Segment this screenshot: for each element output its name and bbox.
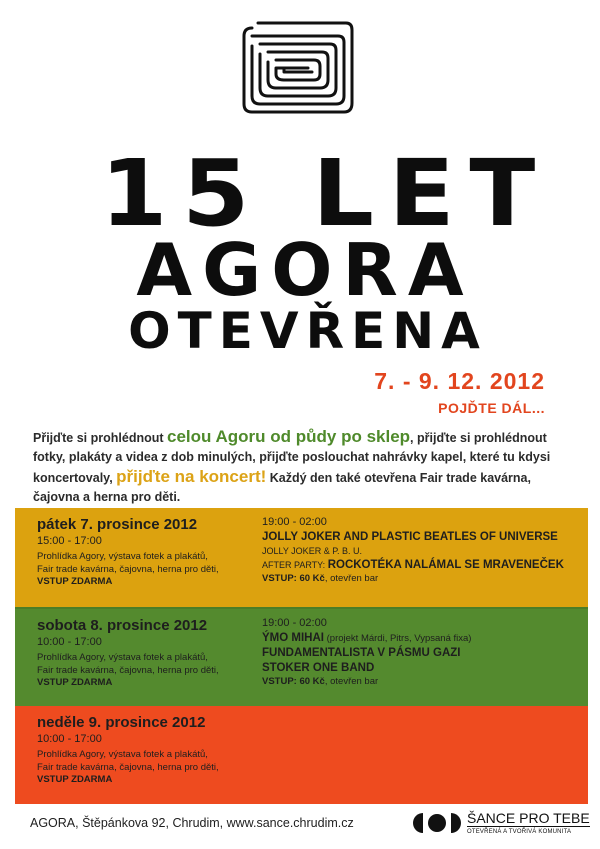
- intro-text: Každý den také otevřena Fair trade kavárna, čajovna a herna pro děti.: [33, 471, 531, 504]
- title-15-let: 15 LET: [100, 140, 550, 247]
- act: JOLLY JOKER AND PLASTIC BEATLES OF UNIVERSE: [262, 531, 558, 543]
- day-desc: Fair trade kavárna, čajovna, herna pro děti,: [37, 665, 219, 676]
- day-title: sobota 8. prosince 2012: [37, 617, 208, 634]
- intro-text: Přijďte si prohlédnout: [33, 431, 167, 445]
- day-desc: Prohlídka Agory, výstava fotek a plakátů,: [37, 749, 208, 760]
- evening-time: 19:00 - 02:00: [262, 617, 327, 629]
- agora-maze-logo: [238, 18, 358, 118]
- day-desc: Fair trade kavárna, čajovna, herna pro děti,: [37, 762, 219, 773]
- intro-text: , přijďte si prohlédnout fotky, plakáty a videa z dob minulých, přijďte poslouchat nahrávky kapel, které tu kdysi koncertovaly,: [33, 431, 551, 485]
- entry-price: VSTUP: 60 Kč: [262, 676, 325, 687]
- entry-note: , otevřen bar: [324, 573, 379, 584]
- org-name: ŠANCE PRO TEBE: [467, 810, 590, 826]
- day-title: neděle 9. prosince 2012: [37, 714, 206, 731]
- after-party-act: ROCKOTÉKA NALÁMAL SE MRAVENEČEK: [327, 559, 564, 571]
- day-time: 10:00 - 17:00: [37, 636, 102, 648]
- act: STOKER ONE BAND: [262, 662, 375, 674]
- after-party: [262, 559, 582, 571]
- intro-highlight-yellow: přijďte na koncert!: [116, 467, 267, 486]
- day-time: 15:00 - 17:00: [37, 535, 102, 547]
- act-sub: JOLLY JOKER & P. B. U.: [262, 546, 363, 556]
- tagline: POJĎTE DÁL...: [438, 400, 545, 416]
- day-desc: Prohlídka Agory, výstava fotek a plakátů,: [37, 652, 208, 663]
- event-date: 7. - 9. 12. 2012: [374, 368, 545, 394]
- free-entry: VSTUP ZDARMA: [37, 774, 113, 785]
- footer-address: AGORA, Štěpánkova 92, Chrudim, www.sance.chrudim.cz: [30, 816, 354, 830]
- day-desc: Fair trade kavárna, čajovna, herna pro děti,: [37, 564, 219, 575]
- entry: [262, 676, 582, 687]
- evening-time: 19:00 - 02:00: [262, 516, 327, 528]
- day-desc: Prohlídka Agory, výstava fotek a plakátů,: [37, 551, 208, 562]
- day-band-friday: [15, 508, 588, 607]
- org-subtitle: OTEVŘENÁ A TVOŘIVÁ KOMUNITA: [467, 829, 572, 835]
- intro-paragraph: [33, 427, 573, 507]
- act: FUNDAMENTALISTA V PÁSMU GAZI: [262, 647, 461, 659]
- intro-highlight-green: celou Agoru od půdy po sklep: [167, 427, 411, 446]
- day-title: pátek 7. prosince 2012: [37, 516, 198, 533]
- free-entry: VSTUP ZDARMA: [37, 576, 113, 587]
- day-band-sunday: [15, 706, 588, 804]
- sance-circles-icon: [413, 811, 461, 835]
- entry-price: VSTUP: 60 Kč: [262, 573, 325, 584]
- organization-logo: [413, 811, 590, 835]
- act: [262, 632, 582, 644]
- act-name: ÝMO MIHAI: [262, 632, 324, 644]
- entry-note: , otevřen bar: [324, 676, 379, 687]
- after-party-label: AFTER PARTY:: [262, 560, 328, 570]
- day-time: 10:00 - 17:00: [37, 733, 102, 745]
- free-entry: VSTUP ZDARMA: [37, 677, 113, 688]
- title-otevrena: OTEVŘENA: [128, 302, 487, 360]
- act-note: (projekt Márdi, Pitrs, Vypsaná fixa): [323, 633, 472, 644]
- title-agora: AGORA: [136, 228, 474, 312]
- entry: [262, 573, 582, 584]
- day-band-saturday: [15, 607, 588, 706]
